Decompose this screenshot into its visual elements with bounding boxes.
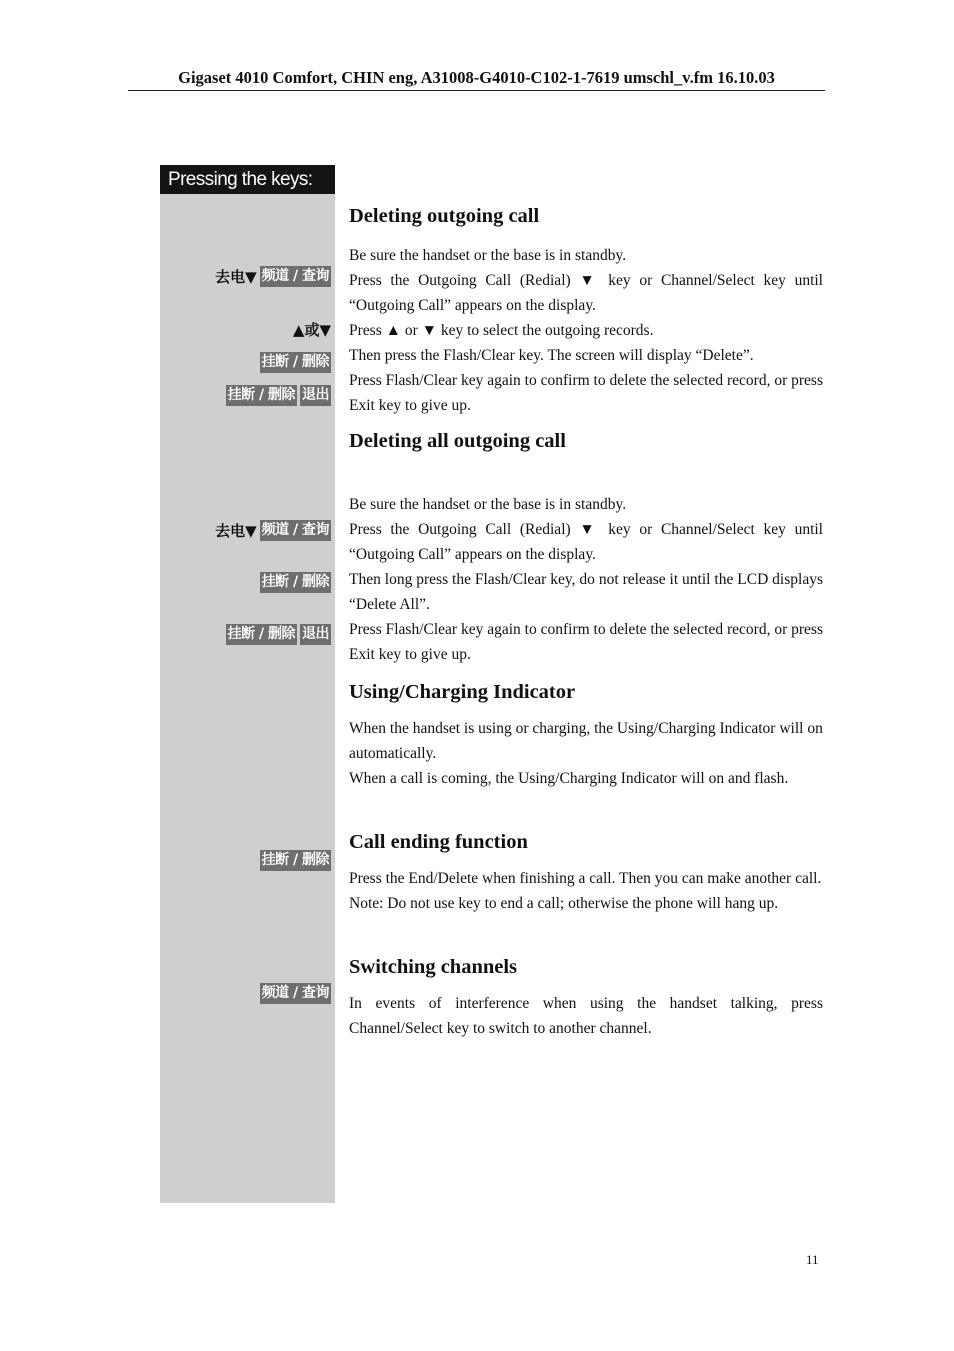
section-heading: Call ending function xyxy=(349,831,528,853)
section-line: Press the Outgoing Call (Redial) ▼ key or Channel/Select key until “Outgoing Call” appears on the display. xyxy=(349,272,823,314)
header-rule xyxy=(128,90,825,91)
flash-clear-key: 挂断 / 删除 xyxy=(226,385,297,406)
section-deleting-outgoing-call xyxy=(349,203,823,418)
section-deleting-all-outgoing-call xyxy=(349,428,823,667)
section-line: When a call is coming, the Using/Charging Indicator will on and flash. xyxy=(349,770,789,787)
section-line: Press Flash/Clear key again to confirm to delete the selected record, or press Exit key to give up. xyxy=(349,621,823,663)
section-heading: Deleting all outgoing call xyxy=(349,430,566,452)
section-heading: Switching channels xyxy=(349,956,518,978)
key-row-flash xyxy=(260,351,331,373)
channel-select-key: 频道 / 查询 xyxy=(260,520,331,541)
sidebar-title: Pressing the keys: xyxy=(160,165,335,194)
channel-select-key: 频道 / 查询 xyxy=(260,983,331,1004)
flash-clear-key: 挂断 / 删除 xyxy=(260,850,331,871)
redial-key-glyph: 去电▼ xyxy=(215,267,257,286)
section-line: Note: Do not use key to end a call; otherwise the phone will hang up. xyxy=(349,895,779,912)
section-line: Press the End/Delete when finishing a call. Then you can make another call. xyxy=(349,870,822,887)
section-line: Press ▲ or ▼ key to select the outgoing records. xyxy=(349,322,654,339)
section-line: In events of interference when using the handset talking, press Channel/Select key to switch to another channel. xyxy=(349,995,823,1037)
section-line: When the handset is using or charging, the Using/Charging Indicator will on automatically. xyxy=(349,720,823,762)
key-row-flash xyxy=(260,849,331,871)
section-switching-channels xyxy=(349,954,823,1041)
section-heading: Deleting outgoing call xyxy=(349,205,540,227)
section-heading: Using/Charging Indicator xyxy=(349,681,576,703)
key-row-flash xyxy=(260,571,331,593)
section-using-charging-indicator xyxy=(349,679,823,791)
redial-key-glyph: 去电▼ xyxy=(215,521,257,540)
section-line: Be sure the handset or the base is in standby. xyxy=(349,496,627,513)
key-row-channel xyxy=(260,982,331,1004)
key-row-redial xyxy=(215,519,331,541)
key-row-flash-exit xyxy=(226,623,331,645)
section-line: Press Flash/Clear key again to confirm to delete the selected record, or press Exit key to give up. xyxy=(349,372,823,414)
key-row-flash-exit xyxy=(226,384,331,406)
up-or-down-key-glyph: ▲或▼ xyxy=(292,320,331,339)
exit-key: 退出 xyxy=(300,624,331,645)
section-line: Then press the Flash/Clear key. The screen will display “Delete”. xyxy=(349,347,754,364)
channel-select-key: 频道 / 查询 xyxy=(260,266,331,287)
page-number: 11 xyxy=(806,1252,819,1267)
exit-key: 退出 xyxy=(300,385,331,406)
key-row-updown xyxy=(293,318,331,340)
key-row-redial xyxy=(215,265,331,287)
flash-clear-key: 挂断 / 删除 xyxy=(226,624,297,645)
section-line: Then long press the Flash/Clear key, do not release it until the LCD displays “Delete All”. xyxy=(349,571,823,613)
section-line: Press the Outgoing Call (Redial) ▼ key or Channel/Select key until “Outgoing Call” appears on the display. xyxy=(349,521,823,563)
section-call-ending-function xyxy=(349,829,823,916)
flash-clear-key: 挂断 / 删除 xyxy=(260,352,331,373)
page-header: Gigaset 4010 Comfort, CHIN eng, A31008-G4010-C102-1-7619 umschl_v.fm 16.10.03 xyxy=(178,68,775,87)
section-line: Be sure the handset or the base is in standby. xyxy=(349,247,627,264)
flash-clear-key: 挂断 / 删除 xyxy=(260,572,331,593)
